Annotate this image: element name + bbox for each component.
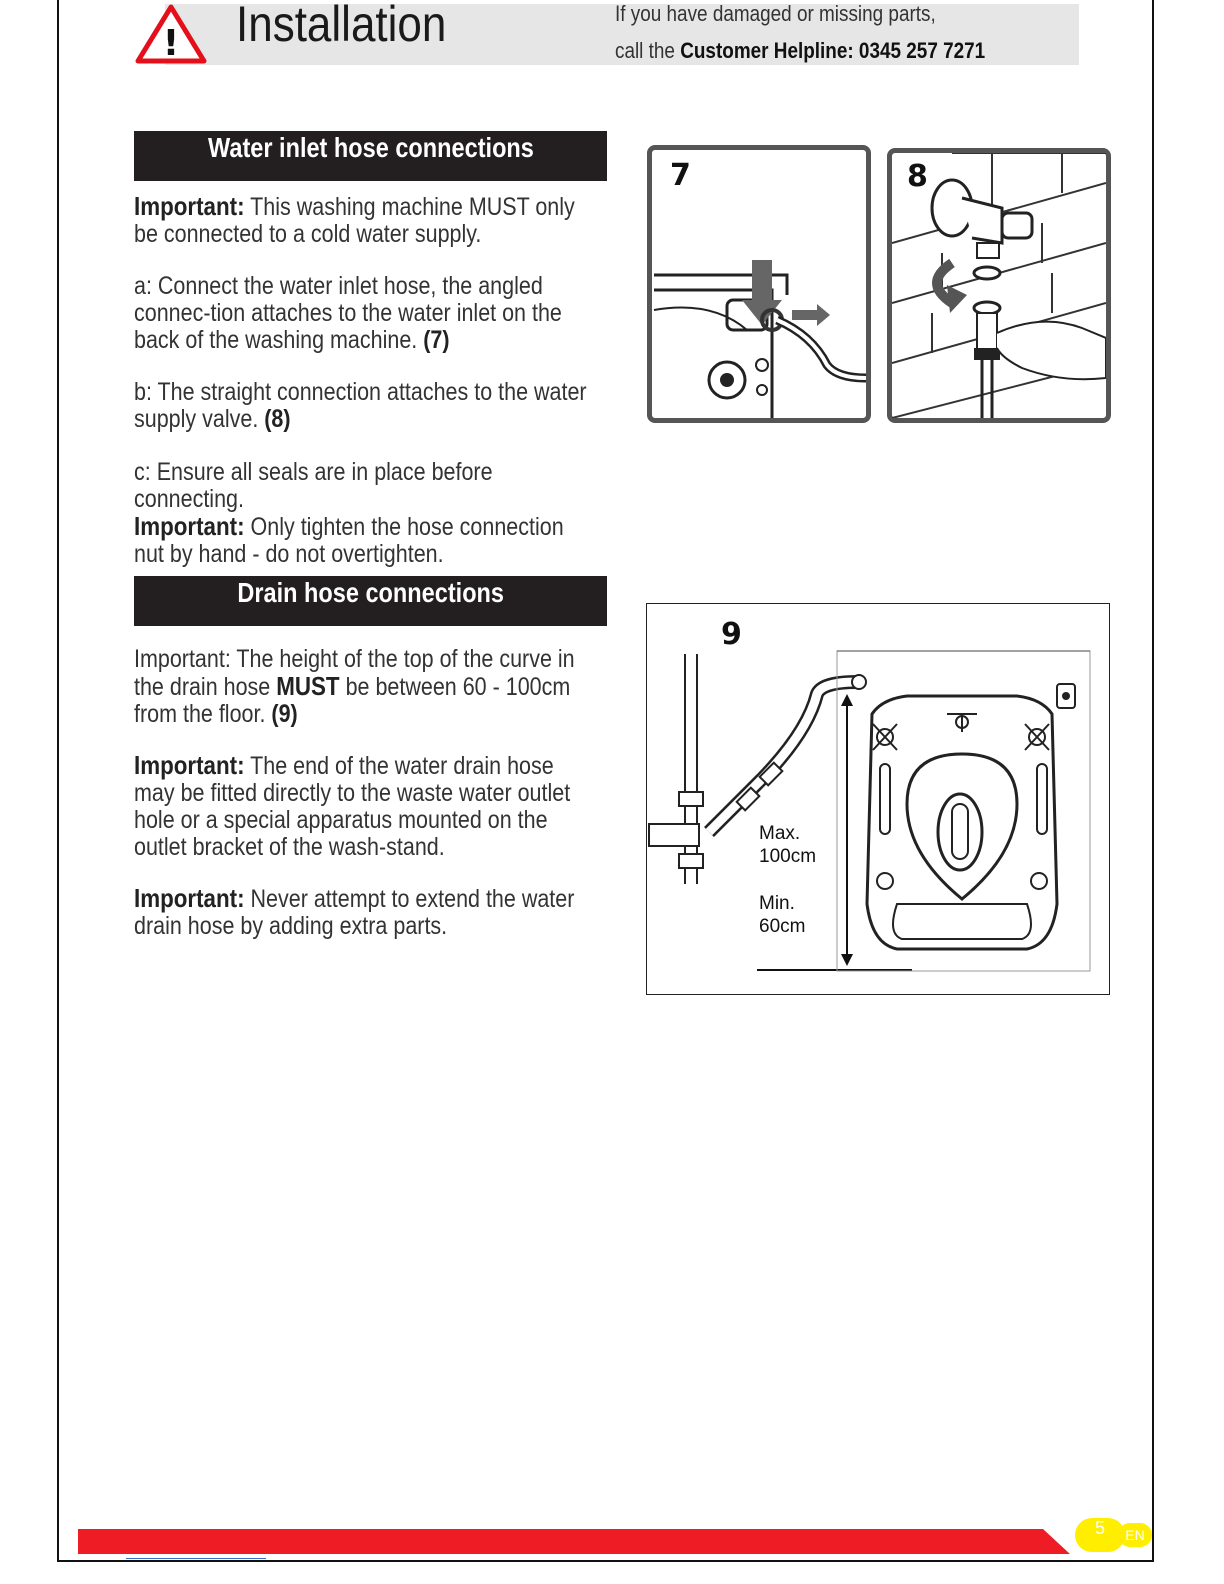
helpline-text-line1: If you have damaged or missing parts, <box>615 1 936 26</box>
customer-helpline: Customer Helpline: 0345 257 7271 <box>680 38 986 63</box>
min-height-value: 60cm <box>759 916 806 937</box>
paragraph: Important: This washing machine MUST only be connected to a cold water supply. <box>134 191 575 248</box>
drain-hose-illustration <box>647 604 1108 993</box>
water-inlet-text <box>134 193 598 248</box>
figure-8-number: 8 <box>907 159 928 194</box>
page-number: 5 <box>1075 1518 1125 1552</box>
svg-text:!: ! <box>162 23 180 64</box>
page-title: Installation <box>236 0 447 52</box>
water-inlet-step-a: a: Connect the water inlet hose, the angled connec-tion attaches to the water inlet on the back of the washing machine. (7) <box>134 272 562 354</box>
water-inlet-heading: Water inlet hose connections <box>134 131 607 181</box>
min-height-label: Min. <box>759 893 795 914</box>
water-inlet-important: Important: Only tighten the hose connection nut by hand - do not overtighten. <box>134 511 564 568</box>
figure-8 <box>887 148 1111 423</box>
max-height-value: 100cm <box>759 846 817 867</box>
helpline-prefix: call the <box>615 38 681 63</box>
footer-rule <box>126 1558 266 1559</box>
figure-7-number: 7 <box>670 158 691 193</box>
water-inlet-step-b: b: The straight connection attaches to the water supply valve. (8) <box>134 378 587 433</box>
drain-heading: Drain hose connections <box>134 576 607 626</box>
footer-accent-bar <box>78 1529 1078 1554</box>
max-height-label: Max. <box>759 823 801 844</box>
helpline-text-line2 <box>615 38 985 64</box>
figure-9-number: 9 <box>721 617 742 652</box>
drain-height-text: Important: The height of the top of the curve in the drain hose MUST be between 60 - 100cm from the floor. (9) <box>134 645 575 728</box>
inlet-hose-illustration <box>652 150 866 418</box>
figure-7 <box>647 145 871 423</box>
water-inlet-step-c: c: Ensure all seals are in place before connecting. <box>134 458 493 513</box>
figure-9 <box>646 603 1110 995</box>
supply-valve-illustration <box>892 153 1106 418</box>
warning-triangle-icon <box>135 3 207 65</box>
drain-extend-text: Important: Never attempt to extend the water drain hose by adding extra parts. <box>134 883 575 940</box>
drain-fitting-text: Important: The end of the water drain hose may be fitted directly to the waste water outlet hole or a special apparatus mounted on the outlet bracket of the wash-stand. <box>134 750 571 861</box>
language-badge: EN <box>1118 1523 1152 1547</box>
